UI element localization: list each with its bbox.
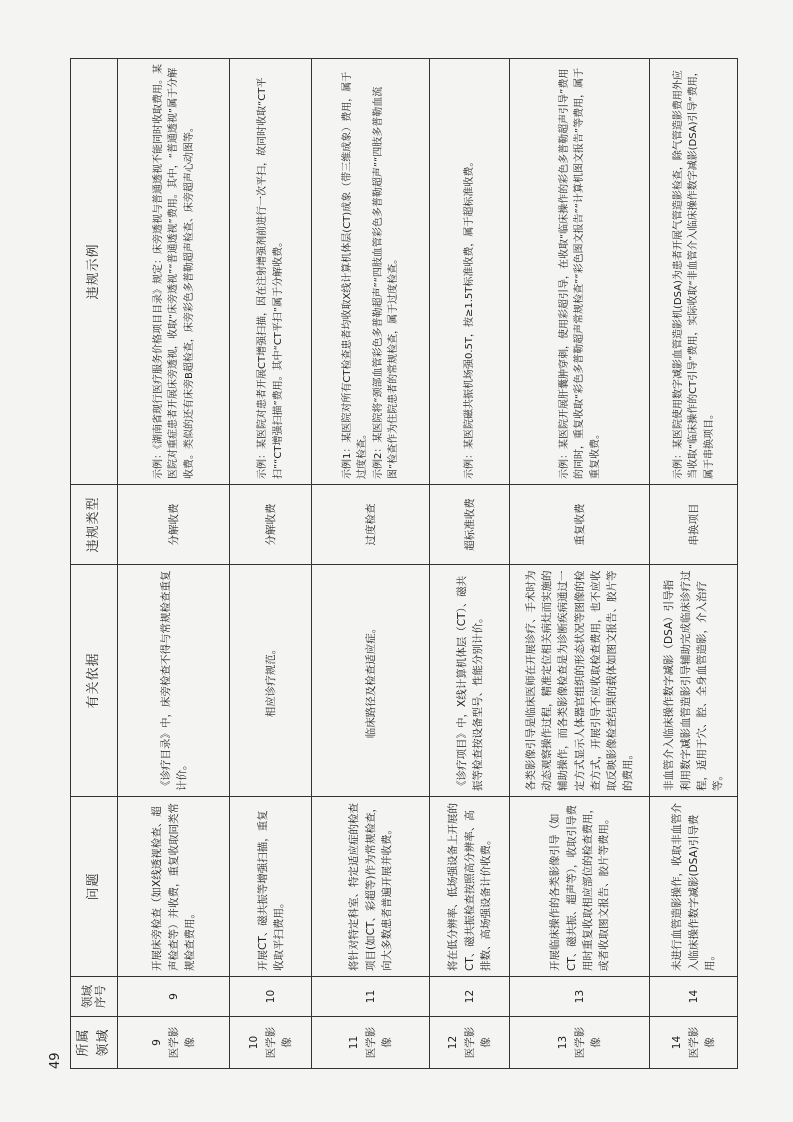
table-row	[230, 59, 312, 1069]
table-row	[312, 59, 430, 1069]
table-header-row	[71, 59, 118, 1069]
issue-cell: 将针对特定科室、特定适应症的检查项目(如CT、彩超等)作为常规检查，向大多数患者普遍开展并收费。	[312, 797, 430, 977]
issue-cell: 开展临床操作的各类影像引导（如CT、磁共振、超声等），收取引导费用时重复收取相应部位的检查费用，或者收取图文报告、胶片等费用。	[510, 797, 650, 977]
seq-cell: 10	[230, 977, 312, 1017]
row-number-domain-cell	[118, 1017, 230, 1069]
row-domain: 医学影像	[167, 1026, 196, 1059]
row-number-domain-cell	[230, 1017, 312, 1069]
row-number-domain-cell	[312, 1017, 430, 1069]
violation-type-cell: 分解收费	[118, 485, 230, 565]
row-domain: 医学影像	[573, 1026, 602, 1059]
row-number-domain-cell	[510, 1017, 650, 1069]
example-cell: 示例：《湖南省现行医疗服务价格项目目录》规定：床旁透视与普通透视不能同时收取费用。某医院对重症患者开展床旁透视，收取“床旁透视”“普通透视”费用。其中，“普通透视”属于分解收费。类似的还有床旁B超检查，床旁彩色多普勒超声检查、床旁超声心动图等。	[118, 59, 230, 485]
row-number-domain-cell	[430, 1017, 510, 1069]
row-domain: 医学影像	[687, 1026, 716, 1059]
example-cell: 示例：某医院开展肝囊肿穿刺，使用彩超引导，在收取“临床操作的彩色多普勒超声引导”费用的同时，重复收取“彩色多普勒超声常规检查”“彩色图文报告”“计算机图文报告”等费用，属于重复收费。	[510, 59, 650, 485]
header-basis: 有关依据	[71, 565, 118, 797]
example-cell: 示例：某医院使用数字减影血管造影机(DSA)为患者开展气管造影检查，除气管造影费用外应当收取“临床操作的CT引导”费用，实际收取“非血管介入临床操作数字减影(DSA)引导”费用，属于串换项目。	[650, 59, 738, 485]
basis-cell: 临床路径及检查适应症。	[312, 565, 430, 797]
header-example: 违规示例	[71, 59, 118, 485]
seq-cell: 14	[650, 977, 738, 1017]
seq-cell: 9	[118, 977, 230, 1017]
seq-cell: 11	[312, 977, 430, 1017]
issue-cell: 开展CT、磁共振等增强扫描，重复收取平扫费用。	[230, 797, 312, 977]
violation-type-cell: 分解收费	[230, 485, 312, 565]
rotated-table-sheet	[48, 59, 725, 1069]
header-seq: 领域序号	[71, 977, 118, 1017]
example-cell: 示例：某医院对患者开展CT增强扫描，因在注射增强剂前进行一次平扫，故同时收取“CT平扫”“CT增强扫描”费用。其中“CT平扫”属于分解收费。	[230, 59, 312, 485]
page-number: 49	[48, 1052, 63, 1069]
violation-type-cell: 过度检查	[312, 485, 430, 565]
basis-cell: 《诊疗目录》中，床旁检查不得与常规检查重复计价。	[118, 565, 230, 797]
example-cell: 示例1：某医院对所有CT检查患者均收取X线计算机体层(CT)成象（带三维成象）费用，属于过度检查。 示例2：某医院将“颈部血管彩色多普勒超声”“四肢血管彩色多普勒超声”“四肢多普勒血流图”检查作为住院患者的常规检查，属于过度检查。	[312, 59, 430, 485]
row-number: 9	[151, 1039, 164, 1046]
example-cell: 示例：某医院磁共振机场强0.5T，按≥1.5T标准收费，属于超标准收费。	[430, 59, 510, 485]
row-domain: 医学影像	[364, 1026, 393, 1059]
header-domain: 所属领域	[71, 1017, 118, 1069]
violation-type-cell: 串换项目	[650, 485, 738, 565]
row-number: 12	[447, 1035, 460, 1050]
seq-cell: 13	[510, 977, 650, 1017]
table-row	[650, 59, 738, 1069]
violation-type-cell: 超标准收费	[430, 485, 510, 565]
violation-table	[70, 58, 738, 1069]
basis-cell: 相应诊疗规范。	[230, 565, 312, 797]
row-number: 14	[671, 1035, 684, 1050]
header-violation-type: 违规类型	[71, 485, 118, 565]
basis-cell: 各类影像引导是临床医师在开展诊疗、手术时为动态观察操作过程，精准定位相关病灶而实施的辅助操作，而各类影像检查是为诊断疾病通过一定方式显示人体器官组织的形态状况等图像的检查方式，开展引导不应收取检查费用，也不应收取反映影像检查结果的载体如图文报告、胶片等的费用。	[510, 565, 650, 797]
table-row	[430, 59, 510, 1069]
table-row	[510, 59, 650, 1069]
table-row	[118, 59, 230, 1069]
row-number: 13	[557, 1035, 570, 1050]
basis-cell: 《诊疗项目》中，X线计算机体层（CT）、磁共振等检查按设备型号、性能分别计价。	[430, 565, 510, 797]
header-issue: 问题	[71, 797, 118, 977]
row-number: 10	[248, 1035, 261, 1050]
violation-type-cell: 重复收费	[510, 485, 650, 565]
seq-cell: 12	[430, 977, 510, 1017]
basis-cell: 非血管介入临床操作数字减影（DSA）引导指利用数字减影血管造影引导辅助完成临床诊疗过程，适用于穴、腔、全身血管造影，介入治疗等。	[650, 565, 738, 797]
issue-cell: 将在低分辨率、低场强设备上开展的CT、磁共振检查按照高分辨率、高排数、高场强设备计价收费。	[430, 797, 510, 977]
issue-cell: 未进行血管造影操作，收取非血管介入临床操作数字减影(DSA)引导费用。	[650, 797, 738, 977]
issue-cell: 开展床旁检查（如X线透视检查、超声检查等）并收费，重复收取同类常规检查费用。	[118, 797, 230, 977]
row-number: 11	[348, 1035, 361, 1050]
row-domain: 医学影像	[463, 1026, 492, 1059]
row-domain: 医学影像	[264, 1026, 293, 1059]
row-number-domain-cell	[650, 1017, 738, 1069]
